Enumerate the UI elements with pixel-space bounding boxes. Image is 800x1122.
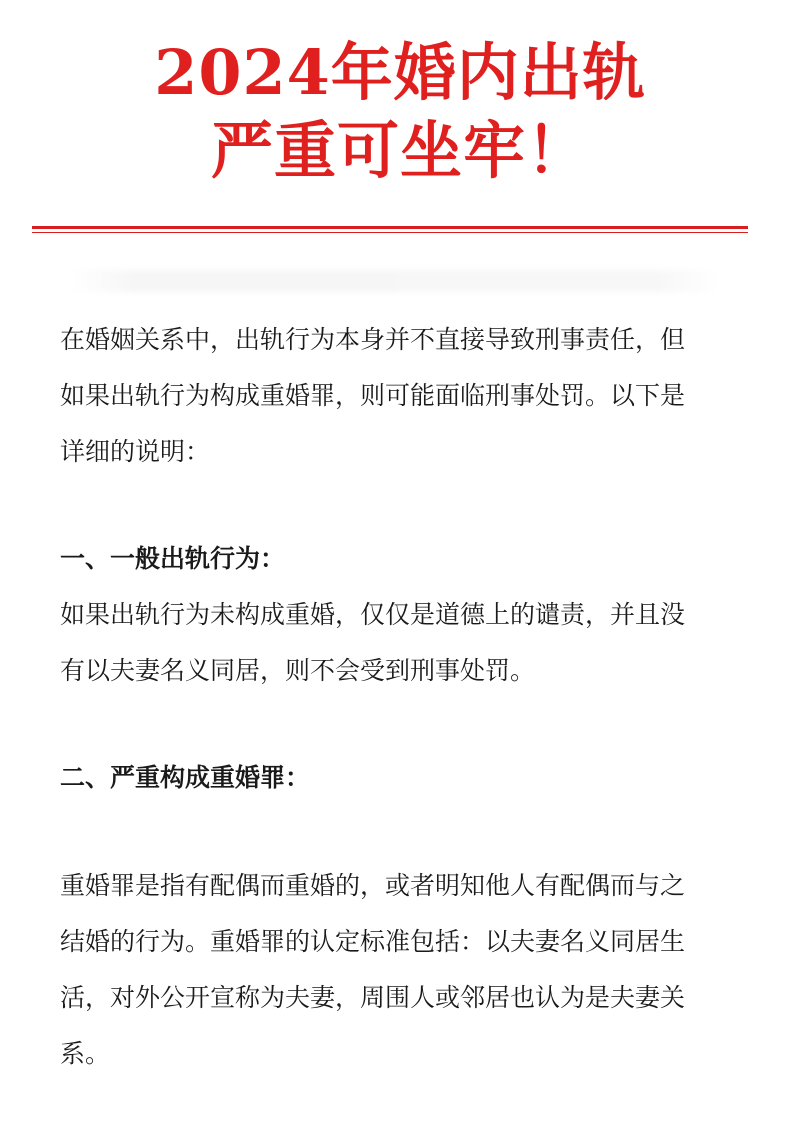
- section-1-heading: 一、一般出轨行为：: [60, 544, 286, 573]
- intro-line: 如果出轨行为构成重婚罪，则可能面临刑事处罚。以下是: [60, 381, 686, 410]
- section-1-line: 如果出轨行为未构成重婚，仅仅是道德上的谴责，并且没: [60, 600, 686, 629]
- section-2-line: 结婚的行为。重婚罪的认定标准包括：以夫妻名义同居生: [60, 927, 686, 956]
- title-divider-thick: [32, 226, 748, 229]
- section-2-line: 活，对外公开宣称为夫妻，周围人或邻居也认为是夫妻关: [60, 983, 686, 1012]
- section-2-heading: 二、严重构成重婚罪：: [60, 763, 311, 792]
- section-2-line: 系。: [60, 1039, 111, 1068]
- page-title-line-1: 2024年婚内出轨: [154, 36, 646, 109]
- section-1-line: 有以夫妻名义同居，则不会受到刑事处罚。: [60, 656, 536, 685]
- intro-line: 详细的说明：: [60, 437, 211, 466]
- section-2-paragraph: [60, 858, 740, 1082]
- section-1-paragraph: [60, 587, 740, 699]
- page-title-line-2: 严重可坐牢！: [210, 114, 589, 187]
- intro-paragraph: [60, 312, 740, 480]
- section-2-line: 重婚罪是指有配偶而重婚的，或者明知他人有配偶而与之: [60, 871, 686, 900]
- faint-background-line: [70, 270, 720, 292]
- intro-line: 在婚姻关系中，出轨行为本身并不直接导致刑事责任，但: [60, 325, 686, 354]
- title-divider-thin: [32, 232, 748, 233]
